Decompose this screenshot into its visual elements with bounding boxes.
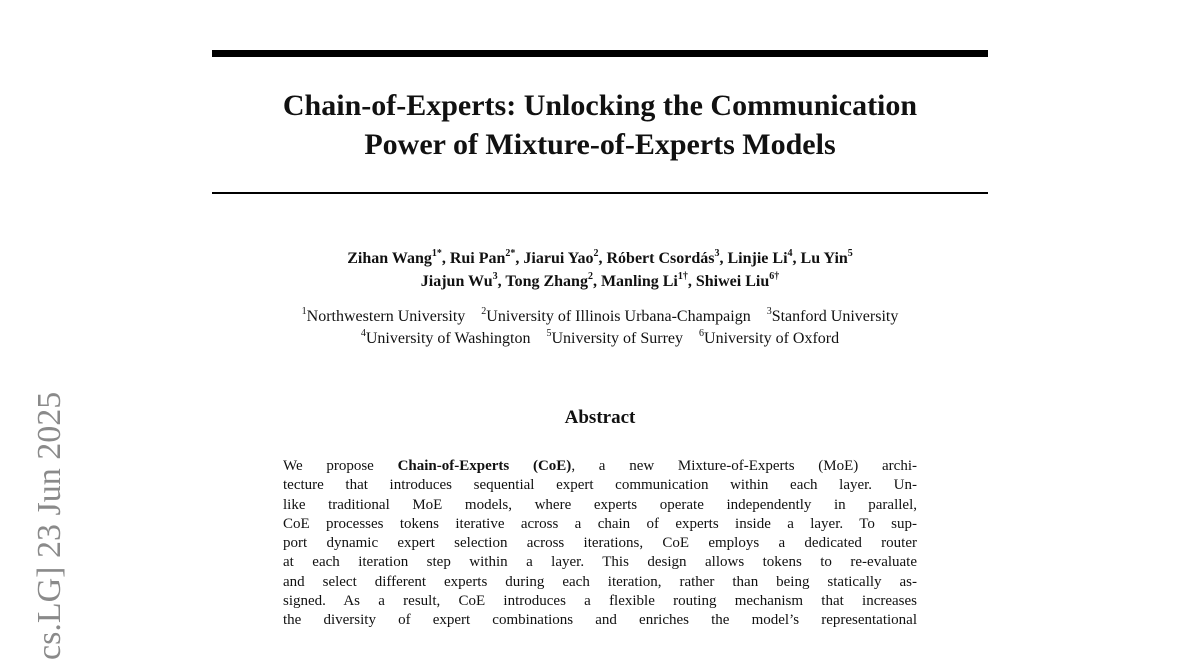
author-marker: 3 [714,247,720,259]
affiliation-name: University of Illinois Urbana-Champaign [486,308,751,325]
affiliation-name: University of Surrey [551,330,684,347]
affiliation-marker: 1 [301,305,307,317]
title-line-1: Chain-of-Experts: Unlocking the Communication [282,89,918,122]
author-line-1: Zihan Wang$^{1*}$, Rui Pan$^{2*}$, Jiarui Yao$^2$, Róbert Csordás$^3$, Linjie Li$^4$, Lu Yin$^5$ [347,247,853,267]
affiliation-name: Stanford University [771,308,899,325]
abstract-line: CoE processes tokens iterative across a chain of experts inside a layer. To sup- [283,515,917,532]
affiliation-marker: 4 [360,327,366,339]
affiliation [546,327,684,347]
affiliation [766,305,899,325]
author-name: Linjie Li [727,250,788,267]
author-marker: 3 [492,270,498,282]
author-name: Jiarui Yao [523,250,594,267]
affiliation-name: Northwestern University [306,308,466,325]
author-name: Tong Zhang [505,273,588,290]
affiliation [360,327,531,347]
title-bottom-rule [212,192,988,194]
author-marker: 2 [587,270,593,282]
author-list [212,247,988,293]
author-name: Manling Li [600,273,678,290]
affiliation [301,305,466,325]
affiliation-list [200,306,1000,350]
abstract-line: the diversity of expert combinations and enriches the model’s representational [283,612,917,629]
abstract-line [283,457,917,476]
author-marker: 1* [431,247,442,259]
author-marker: 2* [505,247,516,259]
author-name: Jiajun Wu [420,273,493,290]
affiliation [699,327,840,347]
abstract-line: like traditional MoE models, where experts operate independently in parallel, [283,496,917,513]
abstract-text: We propose [283,458,398,474]
affiliation-marker: 5 [546,327,552,339]
affiliation-marker: 2 [481,305,487,317]
author-marker: 4 [787,247,793,259]
author-name: Shiwei Liu [695,273,770,290]
abstract-line: tecture that introduces sequential expert communication within each layer. Un- [283,477,917,494]
author-marker: 6† [769,270,780,282]
abstract-body [283,457,917,631]
author-name: Zihan Wang [347,250,432,267]
arxiv-side-stamp: cs.LG] 23 Jun 2025 [31,391,68,660]
affiliation-name: University of Washington [365,330,531,347]
paper-title [212,86,988,164]
affiliation [481,305,751,325]
author-marker: 1† [677,270,688,282]
abstract-line: port dynamic expert selection across iterations, CoE employs a dedicated router [283,535,917,552]
affiliation-marker: 6 [699,327,705,339]
abstract-line: at each iteration step within a layer. This design allows tokens to re-evaluate [283,554,917,571]
title-line-2: Power of Mixture-of-Experts Models [364,128,836,161]
author-name: Rui Pan [449,250,506,267]
author-line-2: Jiajun Wu$^3$, Tong Zhang$^2$, Manling $Li^{1\dagger}$, Shiwei Liu$^{6\dagger}$ [420,270,780,290]
abstract-line: and select different experts during each iteration, rather than being statically as- [283,573,917,590]
author-marker: 5 [847,247,853,259]
abstract-line: signed. As a result, CoE introduces a flexible routing mechanism that increases [283,593,917,610]
author-marker: 2 [593,247,599,259]
author-name: Lu Yin [800,250,848,267]
affiliation-line-2 [200,328,1000,350]
affiliation-line-1 [200,306,1000,328]
affiliation-name: University of Oxford [704,330,840,347]
abstract-heading: Abstract [564,407,636,428]
author-name: Róbert Csordás [606,250,715,267]
affiliation-marker: 3 [766,305,772,317]
abstract-text: , a new Mixture-of-Experts (MoE) archi- [571,458,917,474]
abstract-method-name: Chain-of-Experts (CoE) [397,458,572,474]
title-top-rule [212,50,988,57]
